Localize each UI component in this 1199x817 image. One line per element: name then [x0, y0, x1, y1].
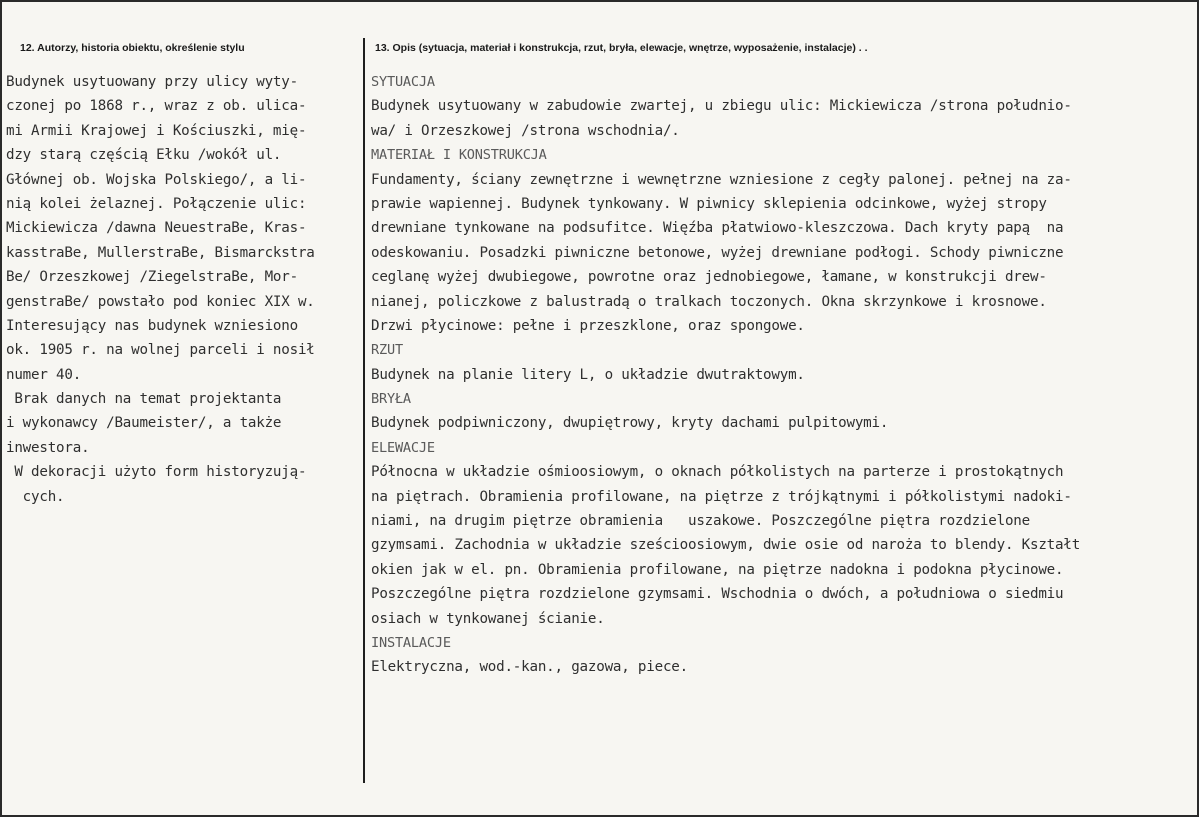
history-text-line: kasstraBe, MullerstraBe, Bismarckstra: [6, 244, 315, 261]
description-text-line: Budynek podpiwniczony, dwupiętrowy, kryty dachami pulpitowymi.: [371, 415, 889, 432]
description-text-line: Drzwi płycinowe: pełne i przeszklone, oraz spongowe.: [371, 317, 805, 334]
description-text-line: Budynek usytuowany w zabudowie zwartej, u zbiegu ulic: Mickiewicza /strona południo-: [371, 98, 1072, 115]
section-heading: BRYŁA: [371, 391, 411, 408]
description-text-line: prawie wapiennej. Budynek tynkowany. W piwnicy sklepienia odcinkowe, wyżej stropy: [371, 195, 1047, 212]
description-text-line: gzymsami. Zachodnia w układzie sześcioosiowym, dwie osie od naroża to blendy. Kształt: [371, 537, 1081, 554]
description-text-line: odeskowaniu. Posadzki piwniczne betonowe, wyżej drewniane podłogi. Schody piwniczne: [371, 244, 1064, 261]
history-text-line: inwestora.: [6, 439, 90, 456]
history-text-line: Be/ Orzeszkowej /ZiegelstraBe, Mor-: [6, 269, 298, 286]
section-heading: ELEWACJE: [371, 439, 435, 456]
history-text-line: Interesujący nas budynek wzniesiono: [6, 317, 298, 334]
description-text-line: Budynek na planie litery L, o układzie dwutraktowym.: [371, 366, 805, 383]
history-text-line: numer 40.: [6, 366, 82, 383]
description-text-line: Fundamenty, ściany zewnętrzne i wewnętrzne wzniesione z cegły palonej. pełnej na za-: [371, 171, 1072, 188]
section-heading: RZUT: [371, 342, 403, 359]
description-text-line: Północna w układzie ośmioosiowym, o oknach półkolistych na parterze i prostokątnych: [371, 464, 1064, 481]
description-text-line: osiach w tynkowanej ścianie.: [371, 610, 605, 627]
history-text-line: genstraBe/ powstało pod koniec XIX w.: [6, 293, 315, 310]
history-text-line: czonej po 1868 r., wraz z ob. ulica-: [6, 98, 307, 115]
history-text-line: cych.: [6, 488, 65, 505]
history-text-line: i wykonawcy /Baumeister/, a także: [6, 415, 282, 432]
description-text-line: nianej, policzkowe z balustradą o tralkach toczonych. Okna skrzynkowe i krosnowe.: [371, 293, 1047, 310]
description-text-line: Poszczególne piętra rozdzielone gzymsami. Wschodnia o dwóch, a południowa o siedmiu: [371, 586, 1064, 603]
history-text-line: nią kolei żelaznej. Połączenie ulic:: [6, 195, 307, 212]
history-text-line: Głównej ob. Wojska Polskiego/, a li-: [6, 171, 307, 188]
column-divider: [363, 38, 365, 783]
description-text-line: wa/ i Orzeszkowej /strona wschodnia/.: [371, 122, 680, 139]
section-12-header: 12. Autorzy, historia obiektu, określenie stylu: [20, 42, 245, 54]
description-column: [371, 70, 1199, 680]
section-heading: MATERIAŁ I KONSTRUKCJA: [371, 147, 547, 164]
description-text-line: na piętrach. Obramienia profilowane, na piętrze z trójkątnymi i półkolistymi nadoki-: [371, 488, 1072, 505]
description-text-line: okien jak w el. pn. Obramienia profilowane, na piętrze nadokna i podokna płycinowe.: [371, 561, 1064, 578]
history-text-line: Brak danych na temat projektanta: [6, 391, 282, 408]
history-text-line: mi Armii Krajowej i Kościuszki, mię-: [6, 122, 307, 139]
history-text-line: Mickiewicza /dawna NeuestraBe, Kras-: [6, 220, 307, 237]
description-text-line: drewniane tynkowane na podsufitce. Więźba płatwiowo-kleszczowa. Dach kryty papą na: [371, 220, 1064, 237]
section-13-header: 13. Opis (sytuacja, materiał i konstrukcja, rzut, bryła, elewacje, wnętrze, wyposażenie, instalacje) . .: [375, 42, 868, 54]
history-text-line: Budynek usytuowany przy ulicy wyty-: [6, 74, 298, 90]
history-text-line: dzy starą częścią Ełku /wokół ul.: [6, 147, 282, 164]
description-text-line: Elektryczna, wod.-kan., gazowa, piece.: [371, 659, 688, 676]
description-text-line: ceglanę wyżej dwubiegowe, powrotne oraz jednobiegowe, łamane, w konstrukcji drew-: [371, 269, 1047, 286]
history-column: [6, 70, 362, 509]
history-text-line: ok. 1905 r. na wolnej parceli i nosił: [6, 342, 315, 359]
section-heading: SYTUACJA: [371, 74, 435, 90]
history-text-line: W dekoracji użyto form historyzują-: [6, 464, 307, 481]
section-heading: INSTALACJE: [371, 634, 451, 651]
description-text-line: niami, na drugim piętrze obramienia uszakowe. Poszczególne piętra rozdzielone: [371, 513, 1030, 530]
